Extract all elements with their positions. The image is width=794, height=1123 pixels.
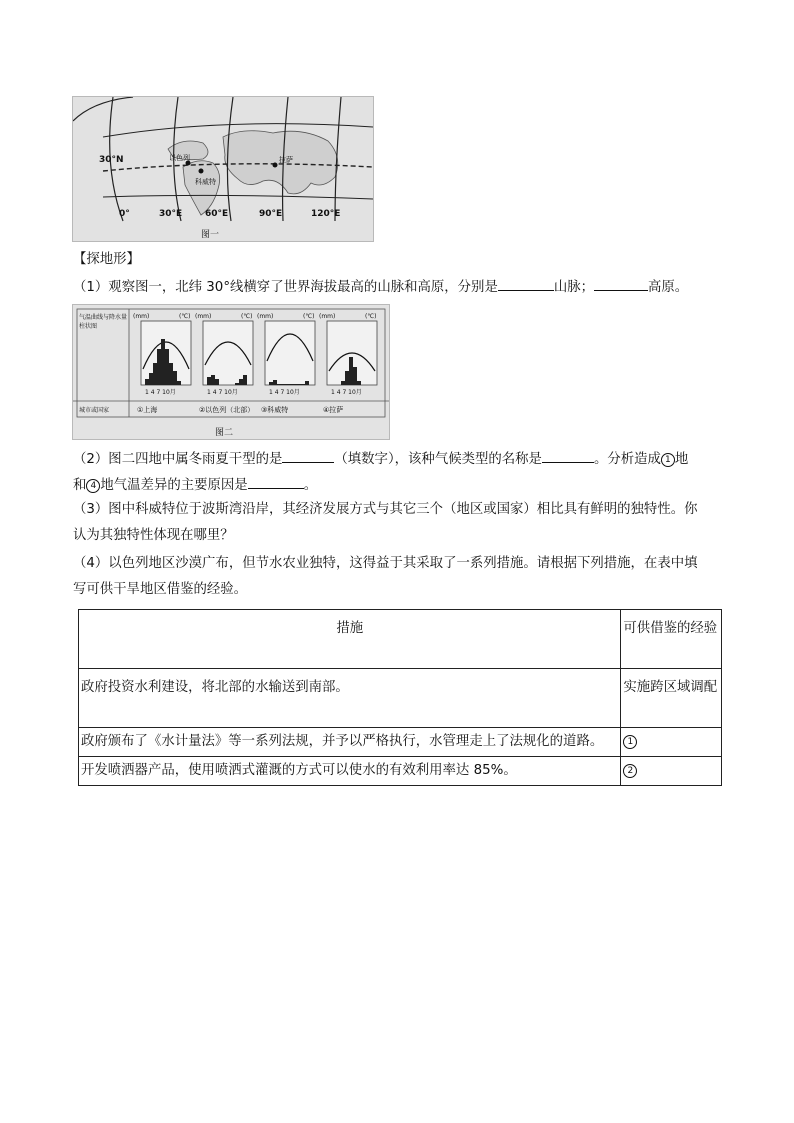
- section-title: 【探地形】: [73, 252, 140, 267]
- q2-blank-number[interactable]: [282, 448, 334, 463]
- header-experience: 可供借鉴的经验: [621, 610, 722, 669]
- fig2-unit-c-1: (℃): [179, 313, 191, 320]
- row1-measure: 政府投资水利建设，将北部的水输送到南部。: [79, 669, 621, 728]
- q1-mid: 山脉；: [553, 280, 595, 295]
- figure1-map: [72, 96, 374, 242]
- question-1: [73, 276, 688, 298]
- table-row: [79, 728, 722, 757]
- lat-label-30n: 30°N: [99, 155, 124, 165]
- question-2-line-2: [73, 474, 317, 496]
- q1-prefix: （1）观察图一，北纬 30°线横穿了世界海拔最高的山脉和高原，分别是: [73, 280, 498, 295]
- q2-text-g: 。: [303, 478, 318, 493]
- row3-experience-blank[interactable]: [621, 757, 722, 786]
- lon-label-120e: 120°E: [311, 209, 341, 219]
- world-map-graphic: [73, 97, 373, 241]
- fig2-month-ticks-2: 1 4 7 10月: [207, 389, 238, 396]
- lon-label-30e: 30°E: [159, 209, 183, 219]
- q2-text-b: （填数字），该种气候类型的名称是: [334, 452, 542, 467]
- question-4-line-2: 写可供干旱地区借鉴的经验。: [73, 582, 248, 597]
- q2-text-c: 。分析造成: [593, 452, 661, 467]
- fig2-unit-c-3: (℃): [303, 313, 315, 320]
- q2-text-e: 和: [73, 478, 87, 493]
- place-label-kuwait: 科威特: [195, 178, 216, 186]
- fig2-unit-c-4: (℃): [365, 313, 377, 320]
- header-measure: 措施: [79, 610, 621, 669]
- q1-blank-mountain[interactable]: [498, 276, 554, 291]
- q2-blank-climate-name[interactable]: [542, 448, 594, 463]
- table-row: [79, 757, 722, 786]
- lon-label-90e: 90°E: [259, 209, 283, 219]
- fig2-city-kuwait: ③科威特: [261, 406, 289, 414]
- table-row: [79, 669, 722, 728]
- figure1-caption: 图一: [201, 230, 220, 240]
- question-4-line-1: （4）以色列地区沙漠广布，但节水农业独特，这得益于其采取了一系列措施。请根据下列措施，在表中填: [73, 556, 698, 571]
- row3-measure: 开发喷洒器产品，使用喷洒式灌溉的方式可以使水的有效利用率达 85%。: [79, 757, 621, 786]
- fig2-row-label-bottom: 城市或国家: [79, 407, 110, 414]
- question-2-line-1: [73, 448, 688, 470]
- fig2-city-shanghai: ①上海: [137, 406, 158, 414]
- fig2-month-ticks-1: 1 4 7 10月: [145, 389, 176, 396]
- circle-number-4: 4: [86, 479, 100, 493]
- row1-experience: 实施跨区域调配: [621, 669, 722, 728]
- fig2-unit-mm-2: (mm): [195, 313, 212, 320]
- q1-blank-plateau[interactable]: [594, 276, 648, 291]
- fig2-unit-mm-1: (mm): [133, 313, 150, 320]
- circle-number-answer-1: 1: [623, 735, 637, 749]
- lon-label-0: 0°: [119, 209, 130, 219]
- q1-suffix: 高原。: [648, 280, 689, 295]
- place-label-israel: 以色列: [169, 154, 190, 162]
- question-3-line-1: （3）图中科威特位于波斯湾沿岸，其经济发展方式与其它三个（地区或国家）相比具有鲜明的独特性。你: [73, 502, 698, 517]
- fig2-city-lhasa: ④拉萨: [323, 406, 344, 414]
- q2-text-f: 地气温差异的主要原因是: [100, 478, 248, 493]
- circle-number-answer-2: 2: [623, 764, 637, 778]
- table-header-row: [79, 610, 722, 669]
- measures-table: [78, 609, 722, 786]
- question-3-line-2: 认为其独特性体现在哪里？: [73, 528, 234, 543]
- q2-blank-reason[interactable]: [248, 474, 304, 489]
- fig2-unit-mm-4: (mm): [319, 313, 336, 320]
- circle-number-1: 1: [661, 453, 675, 467]
- fig2-city-israel: ②以色列（北部）: [199, 406, 255, 414]
- fig2-month-ticks-4: 1 4 7 10月: [331, 389, 362, 396]
- fig2-unit-c-2: (℃): [241, 313, 253, 320]
- figure2-climate-charts: [72, 304, 390, 440]
- row2-experience-blank[interactable]: [621, 728, 722, 757]
- figure2-caption: 图二: [215, 428, 234, 438]
- place-label-lhasa: 拉萨: [279, 156, 293, 164]
- fig2-unit-mm-3: (mm): [257, 313, 274, 320]
- lon-label-60e: 60°E: [205, 209, 229, 219]
- q2-text-a: （2）图二四地中属冬雨夏干型的是: [73, 452, 283, 467]
- fig2-month-ticks-3: 1 4 7 10月: [269, 389, 300, 396]
- q2-text-d: 地: [674, 452, 689, 467]
- row2-measure: 政府颁布了《水计量法》等一系列法规，并予以严格执行，水管理走上了法规化的道路。: [79, 728, 621, 757]
- fig2-row-label-top: 气温曲线与降水量柱状图: [79, 314, 128, 330]
